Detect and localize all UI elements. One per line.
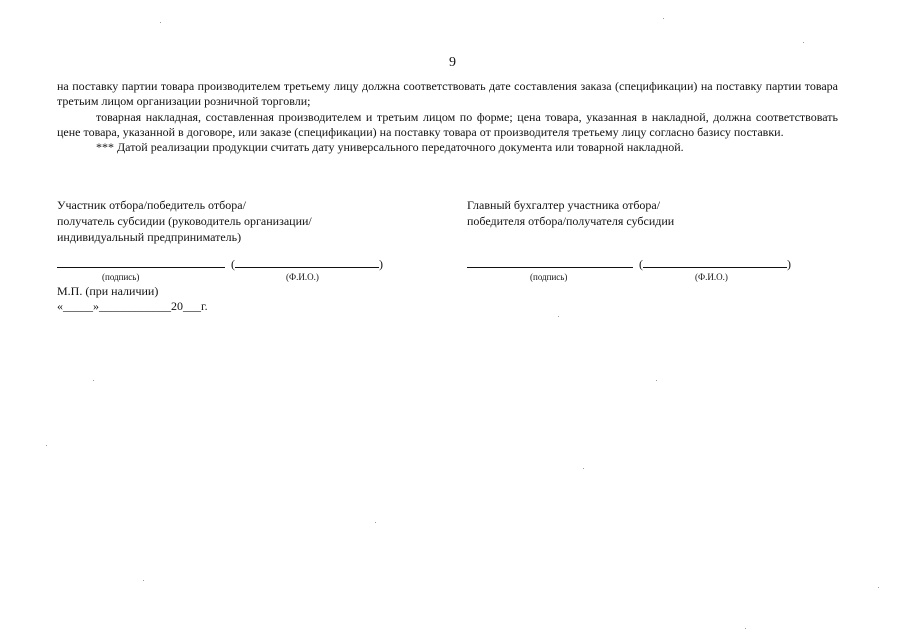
scan-speck bbox=[46, 445, 47, 446]
date-line: «_____»____________20___г. bbox=[57, 299, 208, 313]
signatory-participant-line3: индивидуальный предприниматель) bbox=[57, 230, 242, 244]
name-field bbox=[643, 256, 787, 268]
name-field bbox=[235, 256, 379, 268]
scan-speck bbox=[160, 22, 161, 23]
stamp-block bbox=[57, 284, 208, 314]
scan-speck bbox=[583, 468, 584, 469]
paragraph-invoice: товарная накладная, составленная производителем и третьим лицом по форме; цена товара, указанная в накладной, должна соответствовать цене товара, указанной в договоре, или заказе (спецификации) на поставку товара от производителя третьему лицу согласно базису поставки. bbox=[57, 109, 838, 139]
scan-speck bbox=[143, 580, 144, 581]
paragraph-delivery-date: на поставку партии товара производителем третьему лицу должна соответствовать дате составления заказа (спецификации) на поставку партии товара третьим лицом организации розничной торговли; bbox=[57, 79, 838, 109]
signatory-participant bbox=[57, 197, 417, 245]
scan-speck bbox=[878, 587, 879, 588]
scan-speck bbox=[656, 380, 657, 381]
page-number: 9 bbox=[449, 55, 456, 70]
scan-speck bbox=[663, 18, 664, 19]
stamp-label: М.П. (при наличии) bbox=[57, 284, 159, 298]
signatory-accountant-line2: победителя отбора/получателя субсидии bbox=[467, 214, 675, 228]
sign-caption-participant: (подпись) bbox=[102, 272, 140, 282]
signatory-accountant bbox=[467, 197, 857, 229]
signature-line-participant: ( ) bbox=[57, 256, 383, 272]
scan-speck bbox=[375, 522, 376, 523]
body-text bbox=[57, 79, 838, 155]
signature-field bbox=[57, 256, 225, 268]
name-caption-accountant: (Ф.И.О.) bbox=[695, 272, 728, 282]
scan-speck bbox=[558, 316, 559, 317]
signatory-participant-line1: Участник отбора/победитель отбора/ bbox=[57, 198, 246, 212]
scan-speck bbox=[745, 628, 746, 629]
signatory-participant-line2: получатель субсидии (руководитель организации/ bbox=[57, 214, 312, 228]
signature-field bbox=[467, 256, 633, 268]
scan-speck bbox=[93, 380, 94, 381]
name-caption-participant: (Ф.И.О.) bbox=[286, 272, 319, 282]
signature-line-accountant: ( ) bbox=[467, 256, 791, 272]
paragraph-footnote: *** Датой реализации продукции считать дату универсального передаточного документа или товарной накладной. bbox=[96, 140, 684, 155]
sign-caption-accountant: (подпись) bbox=[530, 272, 568, 282]
signatory-accountant-line1: Главный бухгалтер участника отбора/ bbox=[467, 198, 661, 212]
scan-speck bbox=[803, 42, 804, 43]
